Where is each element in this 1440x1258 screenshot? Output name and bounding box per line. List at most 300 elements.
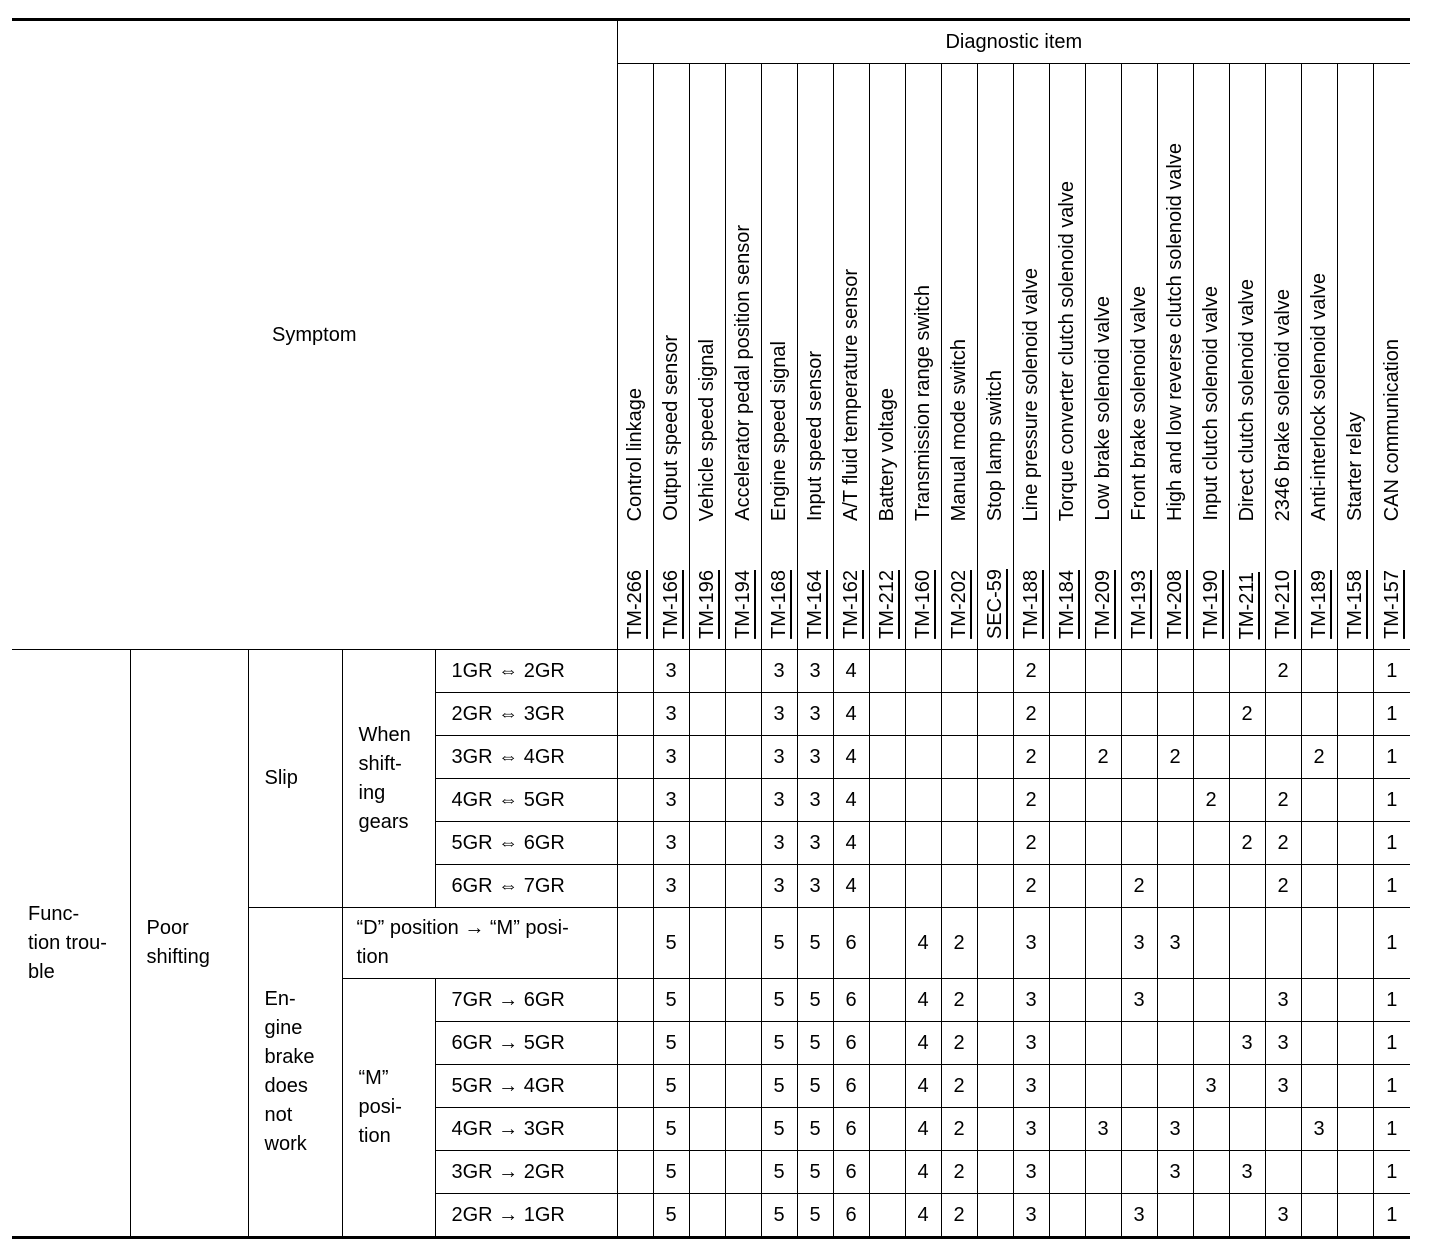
priority-cell (1121, 693, 1157, 736)
priority-cell (1337, 1108, 1373, 1151)
diagnostic-item-name: A/T fluid temperature sensor (840, 269, 863, 521)
priority-cell: 3 (653, 693, 689, 736)
priority-cell: 3 (653, 650, 689, 693)
priority-cell: 2 (1265, 822, 1301, 865)
diagnostic-item-ref-link[interactable]: TM-209 (1092, 570, 1115, 639)
priority-cell (1049, 979, 1085, 1022)
priority-cell: 3 (1013, 1108, 1049, 1151)
priority-cell (941, 693, 977, 736)
priority-cell (869, 1065, 905, 1108)
gear-shift-label: 5GR → 4GR (435, 1065, 617, 1108)
priority-cell (689, 1151, 725, 1194)
diagnostic-item-name: Input speed sensor (804, 350, 827, 521)
diagnostic-item-ref-link[interactable]: TM-211 (1236, 571, 1259, 639)
priority-cell (1337, 1194, 1373, 1238)
priority-cell: 2 (941, 1022, 977, 1065)
priority-cell (1193, 865, 1229, 908)
table-row (12, 650, 1410, 693)
priority-cell (1193, 979, 1229, 1022)
priority-cell (977, 736, 1013, 779)
priority-cell (1193, 1022, 1229, 1065)
gear-shift-label: 3GR ⇔ 4GR (435, 736, 617, 779)
priority-cell (1193, 650, 1229, 693)
priority-cell: 1 (1373, 779, 1410, 822)
priority-cell (905, 693, 941, 736)
priority-cell: 3 (1085, 1108, 1121, 1151)
priority-cell: 5 (797, 1194, 833, 1238)
diagnostic-item-ref-link[interactable]: TM-164 (804, 570, 827, 639)
diagnostic-item-ref-link[interactable]: TM-157 (1380, 570, 1403, 639)
priority-cell (1337, 650, 1373, 693)
priority-cell (617, 979, 653, 1022)
priority-cell: 3 (653, 865, 689, 908)
priority-cell: 3 (1121, 1194, 1157, 1238)
priority-cell: 2 (1013, 822, 1049, 865)
priority-cell: 2 (1085, 736, 1121, 779)
priority-cell (1157, 779, 1193, 822)
priority-cell (725, 1022, 761, 1065)
priority-cell (1337, 865, 1373, 908)
priority-cell (689, 1194, 725, 1238)
priority-cell (617, 822, 653, 865)
diagnostic-item-column (833, 64, 869, 650)
priority-cell: 3 (653, 779, 689, 822)
diagnostic-item-name: Accelerator pedal position sensor (732, 225, 755, 521)
priority-cell: 3 (1013, 979, 1049, 1022)
priority-cell: 2 (1229, 822, 1265, 865)
priority-cell: 4 (833, 693, 869, 736)
priority-cell (617, 1151, 653, 1194)
diagnostic-table-body (12, 650, 1410, 1238)
priority-cell: 5 (797, 1065, 833, 1108)
priority-cell (1157, 1194, 1193, 1238)
priority-cell: 3 (1157, 908, 1193, 979)
diagnostic-item-name: Battery voltage (876, 387, 899, 521)
priority-cell: 3 (797, 650, 833, 693)
when-shifting-label-line: shift- (358, 752, 402, 775)
priority-cell (725, 693, 761, 736)
priority-cell: 1 (1373, 1194, 1410, 1238)
priority-cell (1301, 693, 1337, 736)
priority-cell: 5 (653, 1065, 689, 1108)
priority-cell: 6 (833, 1022, 869, 1065)
diagnostic-item-name: Transmission range switch (912, 284, 935, 521)
priority-cell: 3 (653, 822, 689, 865)
poor-shifting-label-line: shifting (146, 946, 210, 968)
priority-cell (977, 1065, 1013, 1108)
function-trouble-label (12, 650, 130, 1238)
priority-cell: 2 (1265, 779, 1301, 822)
diagnostic-item-ref-link[interactable]: TM-158 (1344, 570, 1367, 639)
priority-cell (1157, 650, 1193, 693)
priority-cell: 3 (1229, 1151, 1265, 1194)
function-trouble-label-line: Func- (28, 902, 80, 925)
priority-cell (1337, 693, 1373, 736)
priority-cell: 4 (905, 908, 941, 979)
gear-shift-label: 3GR → 2GR (435, 1151, 617, 1194)
priority-cell (1265, 1151, 1301, 1194)
priority-cell (689, 1065, 725, 1108)
priority-cell: 3 (1193, 1065, 1229, 1108)
diagnostic-item-name: Stop lamp switch (984, 369, 1007, 521)
priority-cell: 1 (1373, 650, 1410, 693)
priority-cell: 3 (1121, 979, 1157, 1022)
priority-cell (1229, 865, 1265, 908)
d-to-m-position-label-line: tion (356, 946, 389, 968)
diagnostic-item-name: Line pressure solenoid valve (1020, 267, 1043, 521)
priority-cell (617, 865, 653, 908)
diagnostic-item-column (761, 64, 797, 650)
priority-cell (1157, 979, 1193, 1022)
priority-cell: 3 (1157, 1151, 1193, 1194)
priority-cell (977, 693, 1013, 736)
priority-cell (1157, 693, 1193, 736)
priority-cell (1121, 822, 1157, 865)
diagnostic-item-name: Low brake solenoid valve (1092, 296, 1115, 521)
priority-cell (1193, 822, 1229, 865)
m-position-label-line: posi- (358, 1096, 402, 1118)
priority-cell: 4 (833, 779, 869, 822)
priority-cell: 5 (761, 1194, 797, 1238)
priority-cell: 2 (1013, 779, 1049, 822)
priority-cell (1085, 1065, 1121, 1108)
priority-cell (1049, 908, 1085, 979)
priority-cell (1085, 908, 1121, 979)
priority-cell: 6 (833, 979, 869, 1022)
priority-cell (1301, 865, 1337, 908)
priority-cell (905, 650, 941, 693)
gear-shift-label: 6GR → 5GR (435, 1022, 617, 1065)
diagnostic-item-ref-link[interactable]: TM-202 (948, 570, 971, 639)
priority-cell: 3 (1013, 908, 1049, 979)
diagnostic-item-ref-link[interactable]: TM-266 (624, 570, 647, 639)
priority-cell: 4 (905, 979, 941, 1022)
diagnostic-item-ref-link[interactable]: TM-189 (1308, 570, 1331, 639)
gear-shift-label: 2GR ⇔ 3GR (435, 693, 617, 736)
priority-cell (617, 736, 653, 779)
priority-cell (1121, 736, 1157, 779)
priority-cell: 5 (761, 908, 797, 979)
priority-cell: 5 (797, 979, 833, 1022)
priority-cell: 1 (1373, 1108, 1410, 1151)
priority-cell: 5 (653, 1022, 689, 1065)
diagnostic-item-ref-link[interactable]: TM-194 (732, 570, 755, 639)
diagnostic-item-name: Engine speed signal (768, 340, 791, 521)
priority-cell (617, 1194, 653, 1238)
priority-cell (1193, 1151, 1229, 1194)
priority-cell (941, 650, 977, 693)
priority-cell (1049, 822, 1085, 865)
diagnostic-item-ref-link[interactable]: SEC-59 (984, 568, 1007, 639)
diagnostic-item-name: Torque converter clutch solenoid valve (1056, 180, 1079, 521)
priority-cell (977, 908, 1013, 979)
priority-cell: 6 (833, 1065, 869, 1108)
priority-cell: 2 (1013, 865, 1049, 908)
priority-cell (725, 779, 761, 822)
poor-shifting-label (130, 650, 248, 1238)
priority-cell (1229, 908, 1265, 979)
priority-cell (1229, 979, 1265, 1022)
gear-shift-label: 7GR → 6GR (435, 979, 617, 1022)
priority-cell (725, 1151, 761, 1194)
priority-cell: 2 (1013, 693, 1049, 736)
priority-cell (689, 822, 725, 865)
priority-cell (617, 1108, 653, 1151)
priority-cell (1337, 736, 1373, 779)
diagnostic-item-header: Diagnostic item (617, 20, 1410, 64)
priority-cell: 2 (1013, 736, 1049, 779)
priority-cell (1049, 779, 1085, 822)
priority-cell: 2 (1229, 693, 1265, 736)
priority-cell (689, 865, 725, 908)
when-shifting-label (342, 650, 435, 908)
priority-cell (725, 865, 761, 908)
priority-cell: 1 (1373, 693, 1410, 736)
priority-cell (1229, 736, 1265, 779)
priority-cell (1193, 908, 1229, 979)
engine-brake-label (248, 908, 342, 1238)
diagnostic-item-ref-link[interactable]: TM-208 (1164, 570, 1187, 639)
diagnostic-item-name: Front brake solenoid valve (1128, 286, 1151, 521)
priority-cell (1301, 908, 1337, 979)
priority-cell: 4 (905, 1194, 941, 1238)
diagnostic-item-ref-link[interactable]: TM-160 (912, 570, 935, 639)
priority-cell (869, 1151, 905, 1194)
priority-cell: 4 (905, 1065, 941, 1108)
priority-cell (1229, 1108, 1265, 1151)
when-shifting-label-line: gears (358, 810, 409, 833)
priority-cell: 1 (1373, 908, 1410, 979)
priority-cell: 4 (905, 1108, 941, 1151)
priority-cell: 4 (833, 865, 869, 908)
diagnostic-item-column (1265, 64, 1301, 650)
priority-cell (1157, 1065, 1193, 1108)
priority-cell (1301, 1194, 1337, 1238)
gear-shift-label: 5GR ⇔ 6GR (435, 822, 617, 865)
priority-cell (1121, 1022, 1157, 1065)
priority-cell: 3 (761, 865, 797, 908)
priority-cell (1085, 865, 1121, 908)
priority-cell (1229, 1065, 1265, 1108)
diagnostic-item-column (1373, 64, 1410, 650)
priority-cell (1121, 1108, 1157, 1151)
priority-cell (905, 779, 941, 822)
priority-cell (725, 1194, 761, 1238)
diagnostic-item-ref-link[interactable]: TM-196 (696, 570, 719, 639)
priority-cell (1193, 736, 1229, 779)
priority-cell (1193, 1108, 1229, 1151)
priority-cell: 3 (1265, 1022, 1301, 1065)
diagnostic-item-ref-link[interactable]: TM-162 (840, 570, 863, 639)
priority-cell: 2 (941, 979, 977, 1022)
priority-cell: 5 (653, 908, 689, 979)
diagnostic-item-column (653, 64, 689, 650)
priority-cell: 3 (761, 779, 797, 822)
diagnostic-table (12, 18, 1410, 1239)
function-trouble-label-line: ble (28, 960, 55, 983)
diagnostic-item-column (1301, 64, 1337, 650)
priority-cell: 1 (1373, 1065, 1410, 1108)
function-trouble-label-line: tion trou- (28, 931, 107, 954)
priority-cell (617, 650, 653, 693)
priority-cell: 1 (1373, 1151, 1410, 1194)
priority-cell (1085, 979, 1121, 1022)
priority-cell: 5 (761, 1151, 797, 1194)
priority-cell (869, 1108, 905, 1151)
diagnostic-item-name: Manual mode switch (948, 338, 971, 521)
priority-cell (977, 979, 1013, 1022)
priority-cell (1265, 1108, 1301, 1151)
priority-cell: 3 (1265, 1194, 1301, 1238)
priority-cell (1121, 1065, 1157, 1108)
priority-cell: 2 (1265, 650, 1301, 693)
priority-cell: 5 (797, 908, 833, 979)
priority-cell: 2 (941, 1108, 977, 1151)
diagnostic-item-ref-link[interactable]: TM-166 (660, 570, 683, 639)
priority-cell (1049, 1022, 1085, 1065)
priority-cell: 6 (833, 1151, 869, 1194)
priority-cell: 4 (905, 1022, 941, 1065)
priority-cell: 3 (797, 779, 833, 822)
priority-cell (941, 736, 977, 779)
priority-cell (1301, 1151, 1337, 1194)
priority-cell: 5 (797, 1151, 833, 1194)
priority-cell (689, 1022, 725, 1065)
priority-cell: 5 (761, 979, 797, 1022)
diagnostic-item-name: Output speed sensor (660, 335, 683, 521)
d-to-m-position-label-line: “D” position → “M” posi- (356, 917, 569, 939)
priority-cell (977, 1108, 1013, 1151)
diagnostic-item-column (1157, 64, 1193, 650)
diagnostic-item-column (1193, 64, 1229, 650)
priority-cell (1193, 693, 1229, 736)
priority-cell (1301, 779, 1337, 822)
priority-cell (617, 908, 653, 979)
diagnostic-item-ref-link[interactable]: TM-184 (1056, 570, 1079, 639)
diagnostic-item-column (725, 64, 761, 650)
priority-cell (1337, 979, 1373, 1022)
d-to-m-position-label (342, 908, 617, 979)
priority-cell: 2 (941, 1065, 977, 1108)
priority-cell (1049, 1194, 1085, 1238)
priority-cell: 3 (1301, 1108, 1337, 1151)
priority-cell: 4 (833, 650, 869, 693)
symptom-header: Symptom (12, 20, 617, 650)
diagnostic-item-name: 2346 brake solenoid valve (1272, 288, 1295, 521)
m-position-label-line: “M” (358, 1067, 389, 1089)
priority-cell: 2 (941, 1194, 977, 1238)
diagnostic-item-ref-link[interactable]: TM-190 (1200, 570, 1223, 639)
diagnostic-item-column (1049, 64, 1085, 650)
priority-cell: 2 (1157, 736, 1193, 779)
poor-shifting-label-line: Poor (146, 917, 189, 939)
priority-cell (977, 1022, 1013, 1065)
priority-cell (941, 779, 977, 822)
priority-cell (1301, 1065, 1337, 1108)
priority-cell (1121, 779, 1157, 822)
gear-shift-label: 4GR ⇔ 5GR (435, 779, 617, 822)
diagnostic-item-ref-link[interactable]: TM-210 (1272, 570, 1295, 639)
priority-cell (617, 1022, 653, 1065)
priority-cell: 5 (761, 1108, 797, 1151)
engine-brake-label-line: En- (264, 988, 296, 1010)
diagnostic-item-ref-link[interactable]: TM-212 (876, 570, 899, 639)
priority-cell (1337, 1065, 1373, 1108)
engine-brake-label-line: not (264, 1104, 293, 1126)
priority-cell: 4 (833, 736, 869, 779)
priority-cell (1049, 1108, 1085, 1151)
diagnostic-item-column (1013, 64, 1049, 650)
diagnostic-item-column (1121, 64, 1157, 650)
priority-cell (1265, 693, 1301, 736)
priority-cell (1337, 1022, 1373, 1065)
priority-cell: 3 (1229, 1022, 1265, 1065)
priority-cell: 2 (941, 908, 977, 979)
priority-cell (725, 979, 761, 1022)
diagnostic-item-column (617, 64, 653, 650)
priority-cell: 3 (761, 822, 797, 865)
diagnostic-item-column (977, 64, 1013, 650)
priority-cell (1049, 650, 1085, 693)
priority-cell: 2 (1265, 865, 1301, 908)
priority-cell (689, 979, 725, 1022)
priority-cell (689, 1108, 725, 1151)
diagnostic-item-ref-link[interactable]: TM-168 (768, 570, 791, 639)
priority-cell: 1 (1373, 822, 1410, 865)
diagnostic-item-ref-link[interactable]: TM-193 (1128, 570, 1151, 639)
priority-cell (1301, 979, 1337, 1022)
priority-cell: 6 (833, 1194, 869, 1238)
priority-cell (617, 1065, 653, 1108)
priority-cell: 5 (653, 1194, 689, 1238)
priority-cell: 3 (761, 650, 797, 693)
priority-cell (1265, 908, 1301, 979)
priority-cell (725, 908, 761, 979)
engine-brake-label-line: work (264, 1133, 307, 1155)
priority-cell: 3 (797, 736, 833, 779)
diagnostic-item-ref-link[interactable]: TM-188 (1020, 570, 1043, 639)
engine-brake-label-line: does (264, 1075, 308, 1097)
priority-cell (1337, 779, 1373, 822)
priority-cell: 1 (1373, 979, 1410, 1022)
diagnostic-item-column (689, 64, 725, 650)
priority-cell: 3 (797, 865, 833, 908)
priority-cell (725, 736, 761, 779)
priority-cell (869, 693, 905, 736)
priority-cell (941, 822, 977, 865)
diagnostic-item-name: High and low reverse clutch solenoid valve (1164, 143, 1187, 521)
priority-cell (869, 736, 905, 779)
priority-cell (1085, 822, 1121, 865)
priority-cell (941, 865, 977, 908)
priority-cell: 3 (797, 693, 833, 736)
priority-cell (1049, 865, 1085, 908)
priority-cell (869, 979, 905, 1022)
priority-cell (1337, 1151, 1373, 1194)
diagnostic-item-column (941, 64, 977, 650)
priority-cell: 3 (761, 693, 797, 736)
priority-cell (1085, 779, 1121, 822)
diagnostic-item-name: Starter relay (1344, 412, 1367, 521)
priority-cell: 6 (833, 1108, 869, 1151)
priority-cell (977, 650, 1013, 693)
priority-cell (1157, 822, 1193, 865)
priority-cell: 3 (761, 736, 797, 779)
diagnostic-item-name: CAN communication (1380, 338, 1403, 521)
priority-cell: 6 (833, 908, 869, 979)
priority-cell: 5 (653, 1151, 689, 1194)
priority-cell (689, 908, 725, 979)
